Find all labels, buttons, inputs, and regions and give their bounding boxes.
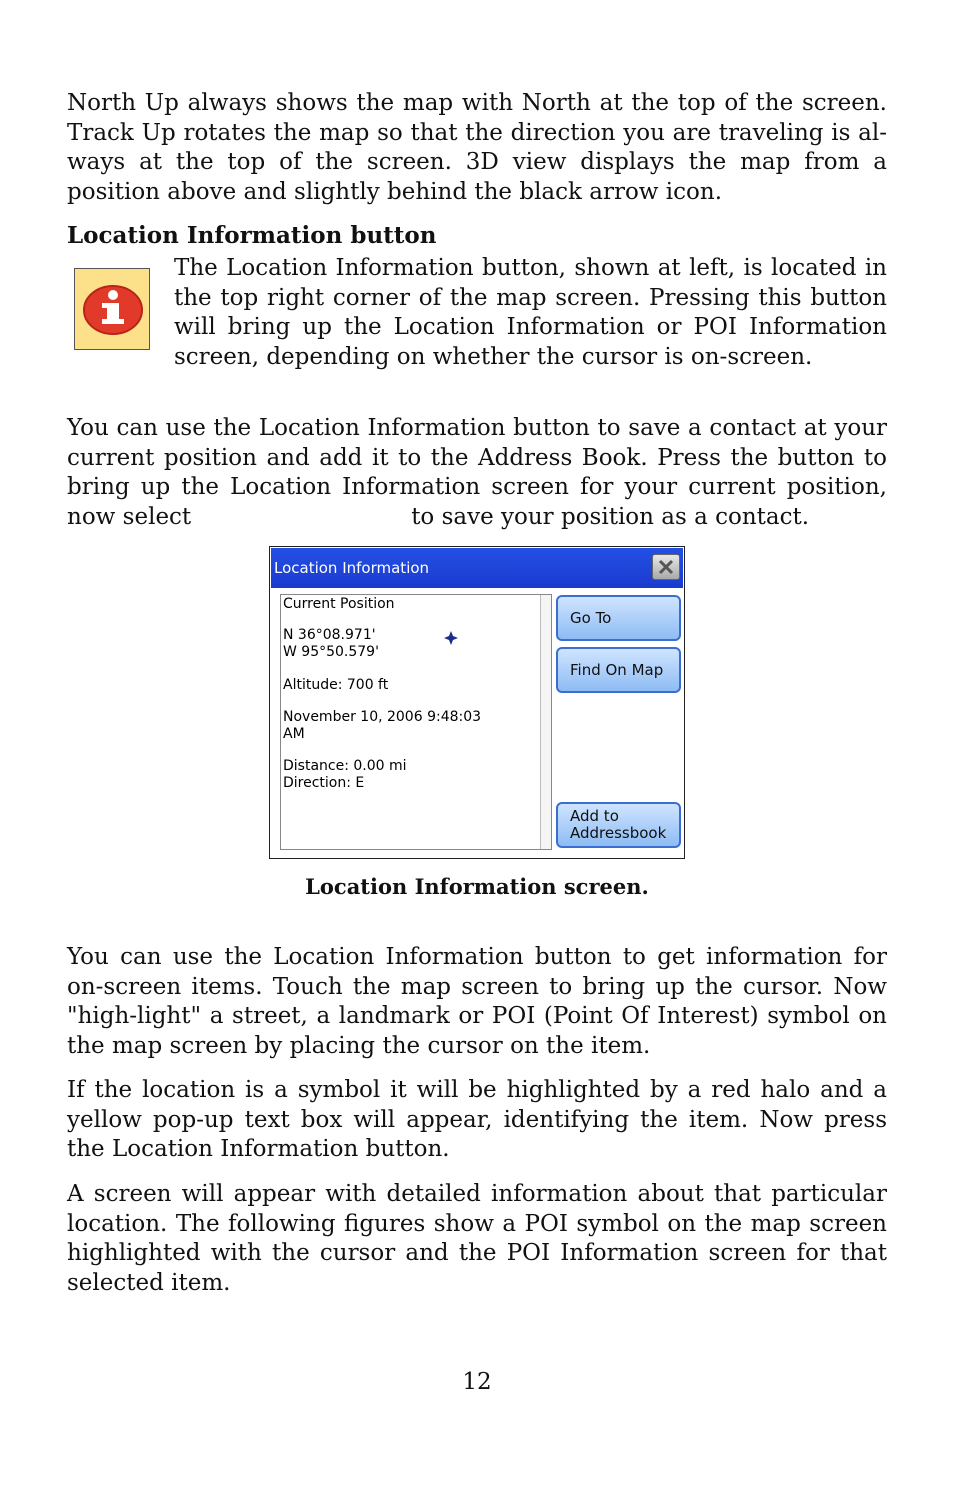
- add-to-addressbook-button[interactable]: [556, 802, 681, 848]
- altitude-value: Altitude: 700 ft: [283, 677, 389, 693]
- info-icon: [82, 278, 144, 342]
- screen-title: Location Information: [271, 548, 683, 588]
- location-information-screenshot: [269, 546, 685, 859]
- save-contact-tail: to save your position as a contact.: [411, 503, 810, 530]
- position-info-panel: [280, 594, 552, 850]
- addressbook-label: Addressbook: [570, 824, 667, 842]
- paragraph-info-button: The Location Information button, shown at left, is located in the top right corner of the map screen. Pressing this button will bring up the Location Information or POI Information screen, depending on whether the cursor is on-screen.: [174, 255, 887, 370]
- location-info-button-image: [74, 268, 150, 350]
- paragraph-save-contact: [67, 414, 887, 532]
- paragraph-symbol-highlight: If the location is a symbol it will be highlighted by a red halo and a yellow pop-up text box will appear, identifying the item. Now press the Location Information button.: [67, 1077, 887, 1163]
- longitude-value: W 95°50.579': [283, 644, 379, 660]
- select-word: select: [122, 503, 192, 530]
- distance-value: Distance: 0.00 mi: [283, 758, 407, 774]
- close-icon: [657, 558, 675, 576]
- direction-value: Direction: E: [283, 775, 365, 791]
- save-contact-text: You can use the Location Information button to save a contact at your current position and add it to the Address Book. Press the button to bring up the Location Information screen for your current position, now: [67, 415, 887, 530]
- paragraph-detail-screen: A screen will appear with detailed information about that particular location. The following figures show a POI symbol on the map screen highlighted with the cursor and the POI Information screen for that selected item.: [67, 1181, 887, 1296]
- find-on-map-button[interactable]: Find On Map: [556, 647, 681, 693]
- paragraph-onscreen-items: You can use the Location Information button to get information for on-screen items. Touch the map screen to bring up the cursor. Now "high-light" a street, a landmark or POI (Point Of Interest) symbol on the map screen by placing the cursor on the item.: [67, 944, 887, 1059]
- figure-caption: Location Information screen.: [305, 874, 649, 899]
- latitude-value: N 36°08.971': [283, 627, 376, 643]
- close-button[interactable]: [652, 554, 680, 580]
- timestamp-ampm: AM: [283, 726, 305, 742]
- section-heading: Location Information button: [67, 222, 437, 249]
- current-position-label: Current Position: [283, 596, 395, 612]
- go-to-button[interactable]: Go To: [556, 595, 681, 641]
- panel-scrollbar[interactable]: [540, 595, 551, 849]
- position-cursor-icon: [444, 631, 458, 645]
- add-to-label: Add to: [570, 807, 619, 825]
- timestamp-value: November 10, 2006 9:48:03: [283, 709, 482, 725]
- paragraph-map-orientation: North Up always shows the map with North at the top of the screen. Track Up rotates the map so that the direction you are traveling is al-ways at the top of the screen. 3D view displays the map from a position above and slightly behind the black arrow icon.: [67, 90, 887, 205]
- page-number: 12: [462, 1369, 492, 1395]
